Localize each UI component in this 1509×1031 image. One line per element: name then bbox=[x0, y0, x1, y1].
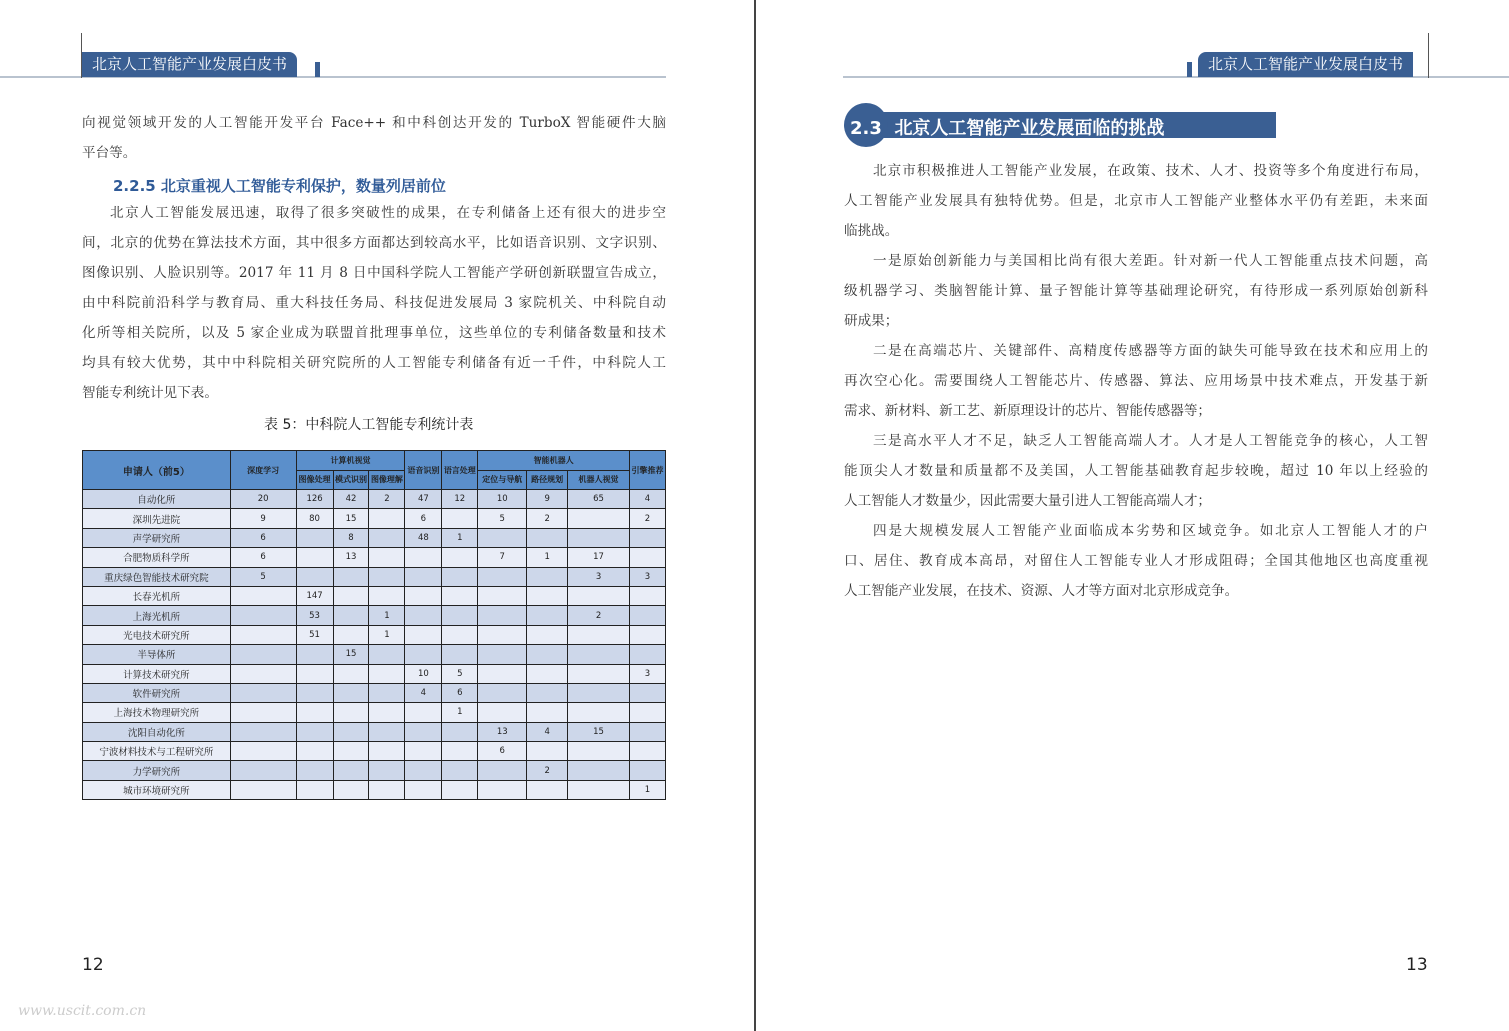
text-line: 人工智能产业发展具有独特优势。但是，北京市人工智能产业整体水平仍有差距，未来面 bbox=[844, 193, 1428, 209]
value-cell bbox=[568, 625, 630, 644]
value-cell bbox=[442, 742, 478, 761]
applicant-cell: 声学研究所 bbox=[83, 528, 231, 547]
value-cell bbox=[405, 780, 442, 799]
value-cell: 20 bbox=[230, 490, 296, 509]
text-line: 由中科院前沿科学与教育局、重大科技任务局、科技促进发展局 3 家院机关、中科院自动 bbox=[82, 295, 666, 311]
value-cell bbox=[369, 683, 405, 702]
applicant-cell: 自动化所 bbox=[83, 490, 231, 509]
value-cell: 3 bbox=[629, 567, 665, 586]
text-line: 平台等。 bbox=[82, 145, 137, 161]
th-robot: 智能机器人 bbox=[478, 451, 630, 471]
table-row bbox=[83, 625, 666, 644]
value-cell bbox=[478, 625, 527, 644]
value-cell bbox=[333, 703, 369, 722]
value-cell bbox=[230, 703, 296, 722]
value-cell bbox=[442, 586, 478, 605]
value-cell bbox=[369, 703, 405, 722]
text-line: 北京人工智能发展迅速，取得了很多突破性的成果，在专利储备上还有很大的进步空 bbox=[110, 205, 666, 221]
value-cell bbox=[230, 761, 296, 780]
value-cell bbox=[527, 664, 568, 683]
value-cell bbox=[333, 625, 369, 644]
value-cell bbox=[230, 586, 296, 605]
applicant-cell: 上海光机所 bbox=[83, 606, 231, 625]
value-cell bbox=[296, 780, 333, 799]
value-cell bbox=[405, 645, 442, 664]
value-cell bbox=[442, 722, 478, 741]
value-cell bbox=[568, 528, 630, 547]
value-cell: 2 bbox=[369, 490, 405, 509]
value-cell: 51 bbox=[296, 625, 333, 644]
applicant-cell: 计算技术研究所 bbox=[83, 664, 231, 683]
value-cell bbox=[333, 742, 369, 761]
value-cell bbox=[230, 780, 296, 799]
header-marker bbox=[1187, 62, 1192, 77]
value-cell bbox=[369, 528, 405, 547]
value-cell bbox=[296, 548, 333, 567]
text-line: 临挑战。 bbox=[844, 223, 899, 239]
value-cell bbox=[568, 742, 630, 761]
th-language: 语言处理 bbox=[442, 451, 478, 490]
value-cell: 3 bbox=[629, 664, 665, 683]
applicant-cell: 长春光机所 bbox=[83, 586, 231, 605]
th-robot-col: 机器人视觉 bbox=[568, 470, 630, 490]
value-cell: 13 bbox=[478, 722, 527, 741]
table-row bbox=[83, 664, 666, 683]
value-cell: 1 bbox=[442, 703, 478, 722]
value-cell bbox=[296, 683, 333, 702]
table-row bbox=[83, 548, 666, 567]
value-cell bbox=[333, 567, 369, 586]
value-cell bbox=[527, 683, 568, 702]
table-caption: 表 5：中科院人工智能专利统计表 bbox=[264, 417, 474, 433]
value-cell bbox=[442, 509, 478, 528]
value-cell: 6 bbox=[442, 683, 478, 702]
value-cell: 1 bbox=[629, 780, 665, 799]
value-cell: 6 bbox=[405, 509, 442, 528]
header-marker bbox=[315, 62, 320, 77]
value-cell bbox=[369, 780, 405, 799]
th-cv-col: 模式识别 bbox=[333, 470, 369, 490]
value-cell bbox=[568, 683, 630, 702]
value-cell bbox=[230, 606, 296, 625]
value-cell: 3 bbox=[568, 567, 630, 586]
value-cell bbox=[478, 528, 527, 547]
table-row bbox=[83, 742, 666, 761]
value-cell: 10 bbox=[478, 490, 527, 509]
value-cell bbox=[568, 703, 630, 722]
value-cell bbox=[478, 683, 527, 702]
value-cell: 13 bbox=[333, 548, 369, 567]
value-cell: 12 bbox=[442, 490, 478, 509]
value-cell bbox=[527, 606, 568, 625]
text-line: 人工智能人才数量少，因此需要大量引进人工智能高端人才； bbox=[844, 493, 1212, 509]
value-cell: 2 bbox=[527, 509, 568, 528]
section-title: 北京人工智能产业发展面临的挑战 bbox=[894, 118, 1165, 139]
value-cell bbox=[405, 722, 442, 741]
value-cell: 2 bbox=[629, 509, 665, 528]
text-line: 人工智能产业发展，在技术、资源、人才等方面对北京形成竞争。 bbox=[844, 583, 1239, 599]
value-cell bbox=[478, 606, 527, 625]
value-cell bbox=[527, 780, 568, 799]
value-cell: 17 bbox=[568, 548, 630, 567]
th-robot-col: 路径规划 bbox=[527, 470, 568, 490]
text-line: 均具有较大优势，其中中科院相关研究院所的人工智能专利储备有近一千件，中科院人工 bbox=[82, 355, 666, 371]
table-row bbox=[83, 528, 666, 547]
th-speech: 语音识别 bbox=[405, 451, 442, 490]
value-cell bbox=[230, 742, 296, 761]
value-cell bbox=[568, 586, 630, 605]
value-cell bbox=[527, 645, 568, 664]
value-cell: 48 bbox=[405, 528, 442, 547]
text-line: 北京市积极推进人工智能产业发展，在政策、技术、人才、投资等多个角度进行布局， bbox=[873, 163, 1428, 179]
header-title: 北京人工智能产业发展白皮书 bbox=[82, 52, 297, 77]
value-cell bbox=[405, 567, 442, 586]
value-cell bbox=[527, 528, 568, 547]
th-deep-learning: 深度学习 bbox=[230, 451, 296, 490]
value-cell: 1 bbox=[369, 606, 405, 625]
table-row bbox=[83, 586, 666, 605]
value-cell bbox=[296, 567, 333, 586]
value-cell bbox=[369, 509, 405, 528]
applicant-cell: 力学研究所 bbox=[83, 761, 231, 780]
value-cell bbox=[478, 586, 527, 605]
value-cell: 6 bbox=[230, 548, 296, 567]
value-cell: 1 bbox=[369, 625, 405, 644]
value-cell bbox=[296, 645, 333, 664]
value-cell: 126 bbox=[296, 490, 333, 509]
table-row bbox=[83, 509, 666, 528]
value-cell bbox=[296, 528, 333, 547]
value-cell bbox=[296, 664, 333, 683]
value-cell bbox=[527, 586, 568, 605]
value-cell: 9 bbox=[527, 490, 568, 509]
value-cell bbox=[478, 567, 527, 586]
text-line: 再次空心化。需要围绕人工智能芯片、传感器、算法、应用场景中技术难点，开发基于新 bbox=[844, 373, 1428, 389]
value-cell bbox=[296, 703, 333, 722]
value-cell: 1 bbox=[442, 528, 478, 547]
value-cell bbox=[442, 761, 478, 780]
value-cell: 6 bbox=[230, 528, 296, 547]
value-cell: 2 bbox=[527, 761, 568, 780]
value-cell: 42 bbox=[333, 490, 369, 509]
value-cell bbox=[296, 742, 333, 761]
value-cell bbox=[568, 664, 630, 683]
table-row bbox=[83, 606, 666, 625]
value-cell bbox=[230, 722, 296, 741]
value-cell bbox=[568, 780, 630, 799]
text-line: 口、居住、教育成本高昂，对留住人工智能专业人才形成阻碍；全国其他地区也高度重视 bbox=[844, 553, 1428, 569]
th-computer-vision: 计算机视觉 bbox=[296, 451, 405, 471]
table-row bbox=[83, 645, 666, 664]
value-cell bbox=[296, 761, 333, 780]
value-cell bbox=[629, 548, 665, 567]
text-line: 二是在高端芯片、关键部件、高精度传感器等方面的缺失可能导致在技术和应用上的 bbox=[873, 343, 1428, 359]
value-cell bbox=[629, 761, 665, 780]
value-cell bbox=[230, 683, 296, 702]
applicant-cell: 软件研究所 bbox=[83, 683, 231, 702]
value-cell bbox=[405, 703, 442, 722]
table-row bbox=[83, 490, 666, 509]
value-cell bbox=[629, 625, 665, 644]
applicant-cell: 合肥物质科学所 bbox=[83, 548, 231, 567]
value-cell: 10 bbox=[405, 664, 442, 683]
text-line: 图像识别、人脸识别等。2017 年 11 月 8 日中国科学院人工智能产学研创新联盟宣告成立， bbox=[82, 265, 666, 281]
text-line: 级机器学习、类脑智能计算、量子智能计算等基础理论研究，有待形成一系列原始创新科 bbox=[844, 283, 1428, 299]
th-search: 引擎推荐 bbox=[629, 451, 665, 490]
th-applicant: 申请人（前5） bbox=[83, 451, 231, 490]
value-cell bbox=[405, 586, 442, 605]
value-cell bbox=[478, 645, 527, 664]
value-cell bbox=[527, 625, 568, 644]
value-cell bbox=[568, 509, 630, 528]
text-line: 化所等相关院所，以及 5 家企业成为联盟首批理事单位，这些单位的专利储备数量和技术 bbox=[82, 325, 666, 341]
value-cell bbox=[369, 742, 405, 761]
table-row bbox=[83, 703, 666, 722]
text-line: 需求、新材料、新工艺、新原理设计的芯片、智能传感器等； bbox=[844, 403, 1212, 419]
value-cell: 6 bbox=[478, 742, 527, 761]
table-row bbox=[83, 567, 666, 586]
table-row bbox=[83, 761, 666, 780]
value-cell bbox=[369, 664, 405, 683]
th-cv-col: 图像处理 bbox=[296, 470, 333, 490]
right-page bbox=[756, 0, 1509, 1031]
applicant-cell: 光电技术研究所 bbox=[83, 625, 231, 644]
value-cell bbox=[405, 742, 442, 761]
value-cell bbox=[442, 606, 478, 625]
value-cell: 9 bbox=[230, 509, 296, 528]
watermark: www.uscit.com.cn bbox=[18, 1003, 147, 1019]
applicant-cell: 宁波材料技术与工程研究所 bbox=[83, 742, 231, 761]
value-cell bbox=[230, 625, 296, 644]
value-cell bbox=[442, 645, 478, 664]
value-cell: 4 bbox=[527, 722, 568, 741]
value-cell bbox=[369, 586, 405, 605]
value-cell bbox=[629, 722, 665, 741]
value-cell bbox=[527, 742, 568, 761]
value-cell bbox=[369, 567, 405, 586]
value-cell bbox=[369, 761, 405, 780]
value-cell: 65 bbox=[568, 490, 630, 509]
value-cell: 2 bbox=[568, 606, 630, 625]
value-cell bbox=[478, 664, 527, 683]
applicant-cell: 上海技术物理研究所 bbox=[83, 703, 231, 722]
value-cell bbox=[333, 683, 369, 702]
applicant-cell: 城市环境研究所 bbox=[83, 780, 231, 799]
value-cell: 8 bbox=[333, 528, 369, 547]
page-number: 13 bbox=[1406, 955, 1428, 975]
header-title: 北京人工智能产业发展白皮书 bbox=[1198, 52, 1413, 77]
value-cell bbox=[333, 664, 369, 683]
value-cell: 4 bbox=[405, 683, 442, 702]
value-cell bbox=[629, 606, 665, 625]
value-cell bbox=[405, 625, 442, 644]
applicant-cell: 半导体所 bbox=[83, 645, 231, 664]
th-robot-col: 定位与导航 bbox=[478, 470, 527, 490]
value-cell bbox=[478, 761, 527, 780]
value-cell bbox=[333, 761, 369, 780]
text-line: 向视觉领域开发的人工智能开发平台 Face++ 和中科创达开发的 TurboX 智能硬件大脑 bbox=[82, 115, 666, 131]
value-cell bbox=[405, 606, 442, 625]
value-cell: 5 bbox=[442, 664, 478, 683]
table-row bbox=[83, 722, 666, 741]
value-cell bbox=[369, 645, 405, 664]
value-cell bbox=[333, 586, 369, 605]
value-cell bbox=[629, 742, 665, 761]
value-cell: 5 bbox=[230, 567, 296, 586]
value-cell bbox=[478, 780, 527, 799]
value-cell bbox=[568, 761, 630, 780]
value-cell bbox=[296, 722, 333, 741]
value-cell: 4 bbox=[629, 490, 665, 509]
text-line: 间，北京的优势在算法技术方面，其中很多方面都达到较高水平，比如语音识别、文字识别、 bbox=[82, 235, 666, 251]
value-cell: 80 bbox=[296, 509, 333, 528]
value-cell: 15 bbox=[568, 722, 630, 741]
value-cell bbox=[442, 780, 478, 799]
value-cell bbox=[333, 606, 369, 625]
value-cell bbox=[405, 548, 442, 567]
value-cell bbox=[478, 703, 527, 722]
patent-table bbox=[82, 450, 666, 800]
value-cell bbox=[333, 780, 369, 799]
value-cell: 1 bbox=[527, 548, 568, 567]
value-cell bbox=[629, 703, 665, 722]
section-number: 2.3 bbox=[850, 118, 882, 139]
table-row bbox=[83, 683, 666, 702]
value-cell bbox=[442, 567, 478, 586]
value-cell bbox=[442, 548, 478, 567]
header-tick bbox=[1428, 33, 1429, 78]
value-cell bbox=[369, 548, 405, 567]
value-cell: 147 bbox=[296, 586, 333, 605]
value-cell bbox=[629, 683, 665, 702]
page-number: 12 bbox=[82, 955, 104, 975]
subsection-heading: 2.2.5 北京重视人工智能专利保护，数量列居前位 bbox=[113, 177, 446, 195]
table-row bbox=[83, 780, 666, 799]
text-line: 三是高水平人才不足，缺乏人工智能高端人才。人才是人工智能竞争的核心，人工智 bbox=[873, 433, 1428, 449]
value-cell bbox=[230, 645, 296, 664]
text-line: 研成果； bbox=[844, 313, 899, 329]
text-line: 四是大规模发展人工智能产业面临成本劣势和区域竞争。如北京人工智能人才的户 bbox=[873, 523, 1428, 539]
value-cell bbox=[333, 722, 369, 741]
applicant-cell: 重庆绿色智能技术研究院 bbox=[83, 567, 231, 586]
value-cell bbox=[369, 722, 405, 741]
value-cell bbox=[629, 645, 665, 664]
value-cell: 47 bbox=[405, 490, 442, 509]
value-cell bbox=[230, 664, 296, 683]
value-cell: 15 bbox=[333, 645, 369, 664]
applicant-cell: 深圳先进院 bbox=[83, 509, 231, 528]
value-cell: 15 bbox=[333, 509, 369, 528]
text-line: 智能专利统计见下表。 bbox=[82, 385, 218, 401]
text-line: 一是原始创新能力与美国相比尚有很大差距。针对新一代人工智能重点技术问题，高 bbox=[873, 253, 1428, 269]
value-cell bbox=[442, 625, 478, 644]
applicant-cell: 沈阳自动化所 bbox=[83, 722, 231, 741]
value-cell bbox=[527, 567, 568, 586]
value-cell: 7 bbox=[478, 548, 527, 567]
value-cell: 5 bbox=[478, 509, 527, 528]
value-cell bbox=[568, 645, 630, 664]
value-cell bbox=[629, 586, 665, 605]
th-cv-col: 图像理解 bbox=[369, 470, 405, 490]
value-cell: 53 bbox=[296, 606, 333, 625]
value-cell bbox=[629, 528, 665, 547]
value-cell bbox=[405, 761, 442, 780]
value-cell bbox=[527, 703, 568, 722]
text-line: 能顶尖人才数量和质量都不及美国，人工智能基础教育起步较晚，超过 10 年以上经验的 bbox=[844, 463, 1428, 479]
